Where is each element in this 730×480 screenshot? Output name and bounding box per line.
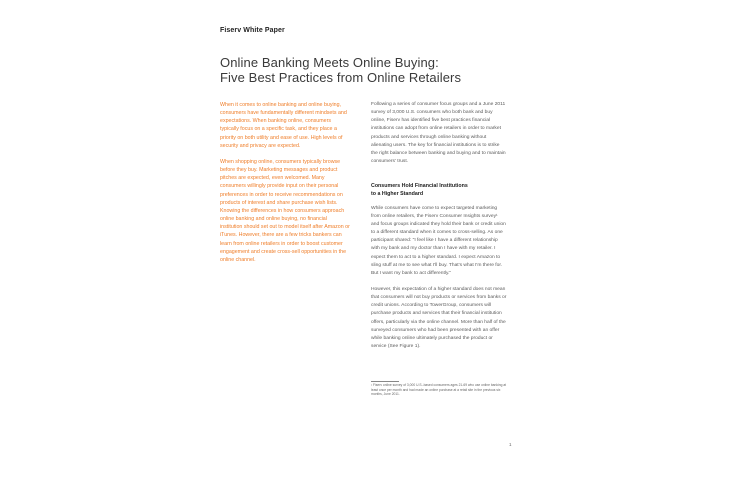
right-column bbox=[371, 101, 507, 359]
title-line-2: Five Best Practices from Online Retailers bbox=[220, 70, 462, 85]
footnote-divider bbox=[371, 381, 399, 382]
right-paragraph-3: However, this expectation of a higher standard does not mean that consumers will not buy products or services from banks or credit unions. According to TowerGroup, consumers will purchase products and services that their financial institution offers, particularly via the online channel. More than half of the surveyed consumers who had been presented with an offer while banking online ultimately purchased the product or service (See Figure 1). bbox=[371, 286, 507, 350]
left-paragraph-1: When it comes to online banking and online buying, consumers have fundamentally different mindsets and expectations. When banking online, consumers typically focus on a specific task, and they place a priority on both utility and ease of use. High levels of security and privacy are expected. bbox=[220, 102, 347, 149]
left-paragraph-2: When shopping online, consumers typically browse before they buy. Marketing messages and product pitches are expected, even welcomed. Many consumers willingly provide input on their personal preferences in order to receive recommendations on products of interest and share purchase wish lists. Knowing the differences in how consumers approach online banking and online buying, no financial institution should set out to model itself after Amazon or iTunes. However, there are a few tricks bankers can learn from online retailers in order to boost customer engagement and create cross-sell opportunities in the online channel. bbox=[220, 158, 350, 263]
right-intro-paragraph: Following a series of consumer focus groups and a June 2011 survey of 3,000 U.S. consumers who both bank and buy online, Fiserv has identified five best practices financial institutions can adopt from online retailers in order to market products and services through online banking without alienating users. The key for financial institutions is to strike the right balance between banking and buying and to maintain consumers' trust. bbox=[371, 102, 506, 165]
document-title bbox=[220, 55, 461, 85]
footnote: ¹ Fiserv online survey of 3,000 U.S.-based consumers ages 21-69 who use online banking at least once per month and had made an online purchase at a retail site in the previous six months, June 2011. bbox=[371, 383, 507, 397]
title-line-1: Online Banking Meets Online Buying: bbox=[220, 55, 439, 70]
page-number: 1 bbox=[509, 442, 512, 447]
section-heading: Consumers Hold Financial Institutions to a Higher Standard bbox=[371, 183, 468, 198]
right-paragraph-2: While consumers have come to expect targeted marketing from online retailers, the Fiserv Consumer Insights survey¹ and focus groups indicated they hold their bank or credit union to a different standard when it comes to cross-selling. As one participant shared: "I feel like I have a different relationship with my bank and my doctor than I have with my retailer. I expect them to act to a higher standard. I expect Amazon to sling stuff at me to see what I'll buy. That's what I'm there for. But I want my bank to act differently." bbox=[371, 205, 506, 276]
document-brand-label: Fiserv White Paper bbox=[220, 27, 285, 34]
left-column bbox=[220, 101, 350, 272]
